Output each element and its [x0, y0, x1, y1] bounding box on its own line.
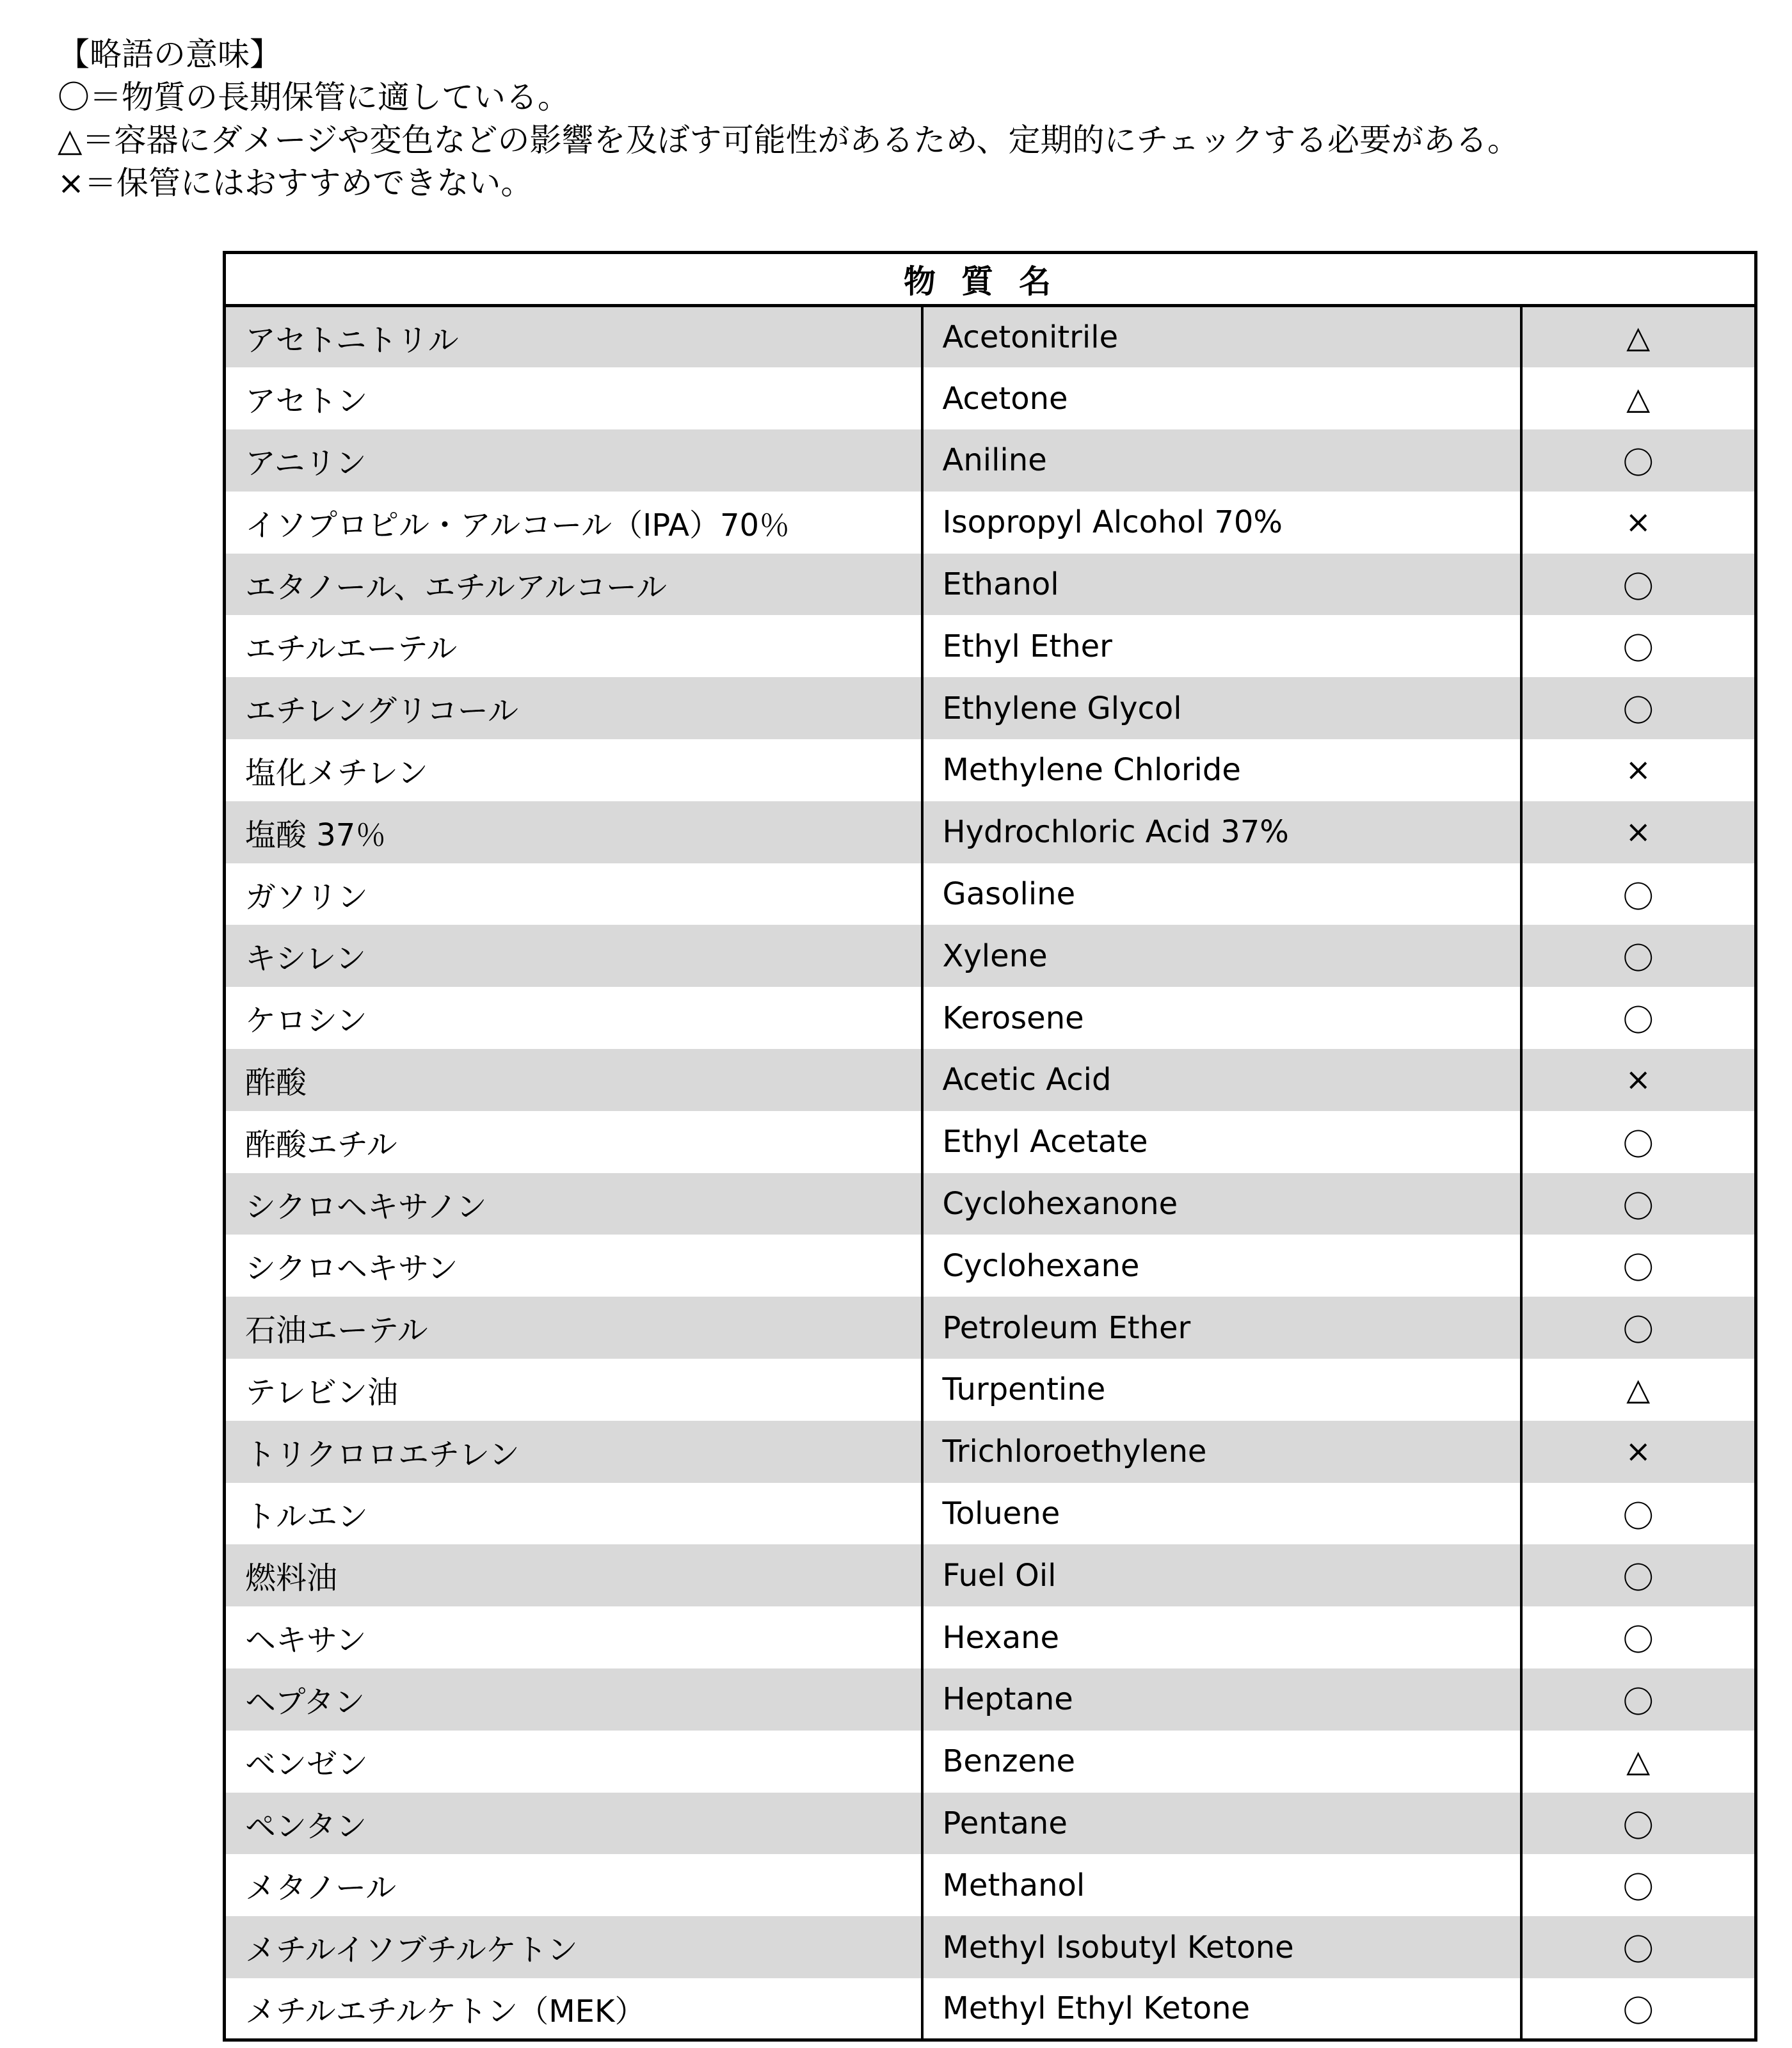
name-ja-cell: ケロシン: [225, 987, 922, 1049]
table-row: [225, 1606, 1756, 1668]
legend-line-bad: ×＝保管にはおすすめできない。: [58, 164, 533, 202]
table-row: [225, 1359, 1756, 1421]
name-ja-cell: エチルエーテル: [225, 615, 922, 677]
rating-cell: 〇: [1622, 1870, 1654, 1907]
table-row: [225, 1049, 1756, 1111]
name-ja-cell: アセトン: [225, 367, 922, 429]
name-ja-cell: 石油エーテル: [225, 1297, 922, 1359]
legend-line-good: 〇＝物質の長期保管に適している。: [58, 79, 570, 116]
table-header: 物質名: [225, 253, 1756, 306]
name-en-cell: Isopropyl Alcohol 70%: [922, 492, 1521, 554]
rating-cell: 〇: [1521, 677, 1756, 739]
name-ja-cell: イソプロピル・アルコール（IPA）70％: [225, 492, 922, 554]
rating-cell: 〇: [1622, 631, 1654, 668]
name-ja-cell: テレビン油: [225, 1359, 922, 1421]
rating-cell: 〇: [1622, 879, 1654, 915]
legend-line-caution: △＝容器にダメージや変色などの影響を及ぼす可能性があるため、定期的にチェックする必要がある。: [58, 122, 1519, 159]
name-ja-cell: ヘキサン: [225, 1606, 922, 1668]
name-en-cell: Methyl Ethyl Ketone: [922, 1978, 1521, 2040]
table-row: [225, 367, 1756, 429]
rating-cell: △: [1626, 1743, 1651, 1780]
name-ja-cell: ベンゼン: [225, 1731, 922, 1793]
name-ja-cell: ペンタン: [225, 1793, 922, 1855]
name-en-cell: Cyclohexanone: [922, 1173, 1521, 1235]
name-ja-cell: エタノール、エチルアルコール: [225, 554, 922, 616]
table-row: [225, 492, 1756, 554]
name-ja-cell: トリクロロエチレン: [225, 1421, 922, 1483]
rating-cell: 〇: [1521, 429, 1756, 492]
rating-cell: ×: [1625, 752, 1651, 788]
table-row: [225, 1421, 1756, 1483]
rating-cell: 〇: [1521, 1668, 1756, 1731]
rating-cell: 〇: [1521, 1544, 1756, 1606]
table-row: [225, 1235, 1756, 1297]
name-en-cell: Pentane: [922, 1793, 1521, 1855]
name-en-cell: Hydrochloric Acid 37%: [922, 801, 1521, 863]
name-ja-cell: 塩化メチレン: [225, 739, 922, 801]
table-row: [225, 1111, 1756, 1173]
name-ja-cell: アニリン: [225, 429, 922, 492]
name-ja-cell: メチルエチルケトン（MEK）: [225, 1978, 922, 2040]
name-en-cell: Acetone: [922, 367, 1521, 429]
name-en-cell: Hexane: [922, 1606, 1521, 1668]
name-ja-cell: 燃料油: [225, 1544, 922, 1606]
name-ja-cell: ガソリン: [225, 863, 922, 925]
name-ja-cell: シクロヘキサン: [225, 1235, 922, 1297]
name-en-cell: Ethylene Glycol: [922, 677, 1521, 739]
name-en-cell: Fuel Oil: [922, 1544, 1521, 1606]
table-row: [225, 1854, 1756, 1916]
name-ja-cell: キシレン: [225, 925, 922, 987]
rating-cell: 〇: [1622, 1993, 1654, 2029]
name-en-cell: Ethanol: [922, 554, 1521, 616]
table-row: [225, 306, 1756, 368]
rating-cell: 〇: [1622, 1251, 1654, 1287]
table-row: [225, 1793, 1756, 1855]
rating-cell: ×: [1625, 504, 1651, 541]
name-en-cell: Heptane: [922, 1668, 1521, 1731]
table-row: [225, 429, 1756, 492]
name-en-cell: Petroleum Ether: [922, 1297, 1521, 1359]
name-ja-cell: トルエン: [225, 1483, 922, 1545]
table-row: [225, 1483, 1756, 1545]
chemical-compatibility-table: [223, 251, 1757, 2042]
table-row: [225, 1297, 1756, 1359]
rating-cell: ×: [1521, 801, 1756, 863]
table-row: [225, 1173, 1756, 1235]
name-ja-cell: 塩酸 37％: [225, 801, 922, 863]
legend-title: 【略語の意味】: [58, 36, 282, 73]
name-ja-cell: 酢酸: [225, 1049, 922, 1111]
name-en-cell: Kerosene: [922, 987, 1521, 1049]
name-ja-cell: ヘプタン: [225, 1668, 922, 1731]
name-ja-cell: シクロヘキサノン: [225, 1173, 922, 1235]
table-row: [225, 1544, 1756, 1606]
name-en-cell: Gasoline: [922, 863, 1521, 925]
rating-cell: 〇: [1622, 1126, 1654, 1163]
rating-cell: 〇: [1622, 1003, 1654, 1039]
name-en-cell: Turpentine: [922, 1359, 1521, 1421]
name-en-cell: Cyclohexane: [922, 1235, 1521, 1297]
table-row: [225, 1731, 1756, 1793]
table-row: [225, 615, 1756, 677]
legend: [58, 33, 1519, 205]
table-row: [225, 1978, 1756, 2040]
name-ja-cell: エチレングリコール: [225, 677, 922, 739]
rating-cell: △: [1626, 380, 1651, 417]
name-ja-cell: メタノール: [225, 1854, 922, 1916]
table-row: [225, 925, 1756, 987]
table-row: [225, 801, 1756, 863]
name-ja-cell: アセトニトリル: [225, 306, 922, 368]
name-en-cell: Benzene: [922, 1731, 1521, 1793]
name-en-cell: Aniline: [922, 429, 1521, 492]
table-row: [225, 739, 1756, 801]
rating-cell: 〇: [1521, 1173, 1756, 1235]
rating-cell: △: [1521, 306, 1756, 368]
table-row: [225, 677, 1756, 739]
name-en-cell: Acetic Acid: [922, 1049, 1521, 1111]
name-en-cell: Ethyl Ether: [922, 615, 1521, 677]
rating-cell: 〇: [1521, 1916, 1756, 1978]
name-ja-cell: 酢酸エチル: [225, 1111, 922, 1173]
name-en-cell: Methyl Isobutyl Ketone: [922, 1916, 1521, 1978]
name-en-cell: Toluene: [922, 1483, 1521, 1545]
rating-cell: 〇: [1622, 1498, 1654, 1535]
name-en-cell: Acetonitrile: [922, 306, 1521, 368]
name-en-cell: Trichloroethylene: [922, 1421, 1521, 1483]
table-row: [225, 1668, 1756, 1731]
rating-cell: 〇: [1622, 1622, 1654, 1659]
rating-cell: 〇: [1521, 925, 1756, 987]
rating-cell: ×: [1521, 1049, 1756, 1111]
rating-cell: 〇: [1521, 1297, 1756, 1359]
table-row: [225, 863, 1756, 925]
rating-cell: ×: [1521, 1421, 1756, 1483]
table-row: [225, 1916, 1756, 1978]
name-ja-cell: メチルイソブチルケトン: [225, 1916, 922, 1978]
rating-cell: △: [1626, 1372, 1651, 1408]
rating-cell: 〇: [1521, 1793, 1756, 1855]
name-en-cell: Xylene: [922, 925, 1521, 987]
name-en-cell: Ethyl Acetate: [922, 1111, 1521, 1173]
name-en-cell: Methylene Chloride: [922, 739, 1521, 801]
rating-cell: 〇: [1521, 554, 1756, 616]
table-row: [225, 987, 1756, 1049]
table-row: [225, 554, 1756, 616]
name-en-cell: Methanol: [922, 1854, 1521, 1916]
